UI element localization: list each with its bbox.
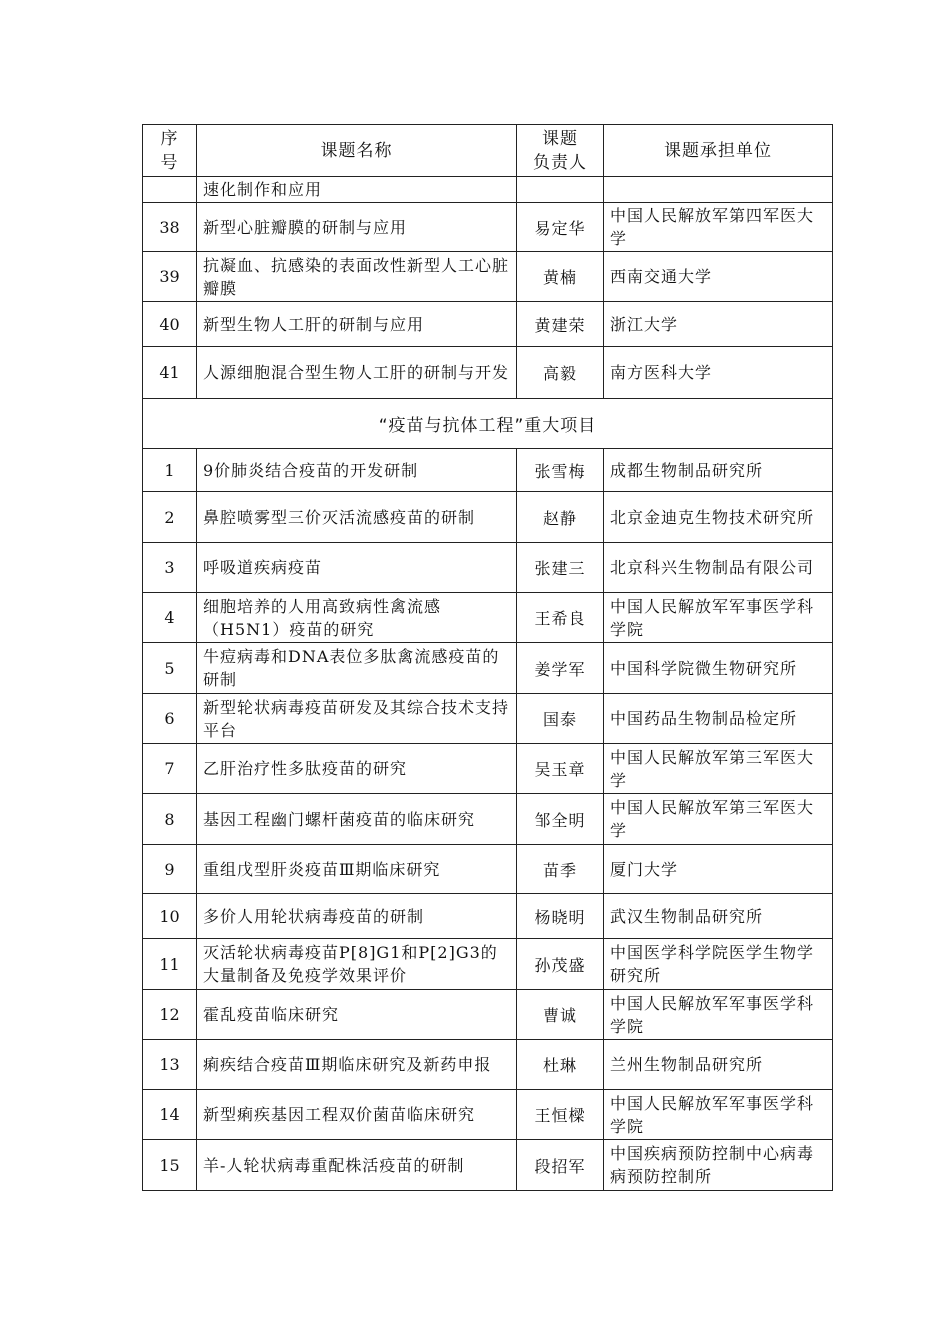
cell-num: 4 (143, 593, 197, 643)
table-row (143, 845, 833, 894)
cell-leader: 苗季 (517, 845, 604, 894)
cell-num: 8 (143, 794, 197, 845)
cell-unit: 中国人民解放军军事医学科学院 (604, 593, 833, 643)
table-row (143, 894, 833, 939)
table-row (143, 794, 833, 845)
cell-name: 新型痢疾基因工程双价菌苗临床研究 (197, 1090, 517, 1140)
cell-num: 7 (143, 744, 197, 794)
cell-unit: 中国人民解放军第三军医大学 (604, 744, 833, 794)
cell-name: 人源细胞混合型生物人工肝的研制与开发 (197, 347, 517, 399)
header-unit: 课题承担单位 (604, 125, 833, 177)
cell-num: 2 (143, 492, 197, 543)
cell-leader: 段招军 (517, 1140, 604, 1191)
table-row (143, 1090, 833, 1140)
cell-leader: 孙茂盛 (517, 939, 604, 990)
table-row (143, 203, 833, 252)
cell-name: 9价肺炎结合疫苗的开发研制 (197, 449, 517, 492)
cell-leader: 曹诚 (517, 990, 604, 1040)
cell-leader: 易定华 (517, 203, 604, 252)
cell-unit: 南方医科大学 (604, 347, 833, 399)
section-row (143, 399, 833, 449)
table-row (143, 492, 833, 543)
cell-name: 呼吸道疾病疫苗 (197, 543, 517, 593)
cell-num: 15 (143, 1140, 197, 1191)
table-row (143, 593, 833, 643)
cell-leader (517, 177, 604, 203)
cell-name: 牛痘病毒和DNA表位多肽禽流感疫苗的研制 (197, 643, 517, 694)
table-row (143, 177, 833, 203)
table-row (143, 347, 833, 399)
cell-name: 霍乱疫苗临床研究 (197, 990, 517, 1040)
cell-name: 细胞培养的人用高致病性禽流感（H5N1）疫苗的研究 (197, 593, 517, 643)
table-row (143, 643, 833, 694)
cell-unit: 成都生物制品研究所 (604, 449, 833, 492)
header-seq: 序 号 (143, 125, 197, 177)
cell-name: 新型生物人工肝的研制与应用 (197, 302, 517, 347)
project-table (142, 124, 833, 1191)
cell-name: 灭活轮状病毒疫苗P[8]G1和P[2]G3的大量制备及免疫学效果评价 (197, 939, 517, 990)
cell-leader: 黄建荣 (517, 302, 604, 347)
cell-leader: 王恒樑 (517, 1090, 604, 1140)
cell-unit: 武汉生物制品研究所 (604, 894, 833, 939)
cell-unit: 中国疾病预防控制中心病毒病预防控制所 (604, 1140, 833, 1191)
cell-unit: 中国人民解放军第三军医大学 (604, 794, 833, 845)
cell-name: 重组戊型肝炎疫苗Ⅲ期临床研究 (197, 845, 517, 894)
cell-unit: 西南交通大学 (604, 252, 833, 302)
table-row (143, 990, 833, 1040)
cell-num: 10 (143, 894, 197, 939)
cell-name: 抗凝血、抗感染的表面改性新型人工心脏瓣膜 (197, 252, 517, 302)
cell-unit: 中国人民解放军军事医学科学院 (604, 1090, 833, 1140)
cell-leader: 张建三 (517, 543, 604, 593)
cell-leader: 高毅 (517, 347, 604, 399)
cell-num: 12 (143, 990, 197, 1040)
cell-num: 39 (143, 252, 197, 302)
cell-name: 痢疾结合疫苗Ⅲ期临床研究及新药申报 (197, 1040, 517, 1090)
cell-num: 6 (143, 694, 197, 744)
cell-num: 9 (143, 845, 197, 894)
cell-unit: 中国人民解放军军事医学科学院 (604, 990, 833, 1040)
cell-num: 41 (143, 347, 197, 399)
cell-leader: 王希良 (517, 593, 604, 643)
cell-name: 新型轮状病毒疫苗研发及其综合技术支持平台 (197, 694, 517, 744)
table-row (143, 939, 833, 990)
cell-unit: 中国科学院微生物研究所 (604, 643, 833, 694)
cell-name: 鼻腔喷雾型三价灭活流感疫苗的研制 (197, 492, 517, 543)
cell-unit: 北京科兴生物制品有限公司 (604, 543, 833, 593)
cell-name: 羊-人轮状病毒重配株活疫苗的研制 (197, 1140, 517, 1191)
cell-name: 乙肝治疗性多肽疫苗的研究 (197, 744, 517, 794)
cell-num: 1 (143, 449, 197, 492)
header-name: 课题名称 (197, 125, 517, 177)
cell-leader: 吴玉章 (517, 744, 604, 794)
cell-unit: 浙江大学 (604, 302, 833, 347)
cell-num: 5 (143, 643, 197, 694)
cell-num (143, 177, 197, 203)
cell-name: 多价人用轮状病毒疫苗的研制 (197, 894, 517, 939)
cell-unit: 中国医学科学院医学生物学研究所 (604, 939, 833, 990)
cell-num: 38 (143, 203, 197, 252)
table-row (143, 252, 833, 302)
cell-num: 3 (143, 543, 197, 593)
cell-unit: 北京金迪克生物技术研究所 (604, 492, 833, 543)
cell-leader: 邹全明 (517, 794, 604, 845)
cell-leader: 赵静 (517, 492, 604, 543)
cell-leader: 姜学军 (517, 643, 604, 694)
table-row (143, 543, 833, 593)
section-title: “疫苗与抗体工程”重大项目 (143, 399, 833, 449)
cell-name: 速化制作和应用 (197, 177, 517, 203)
cell-unit: 厦门大学 (604, 845, 833, 894)
cell-leader: 国泰 (517, 694, 604, 744)
cell-unit: 中国人民解放军第四军医大学 (604, 203, 833, 252)
table-row (143, 1040, 833, 1090)
table-row (143, 744, 833, 794)
cell-name: 基因工程幽门螺杆菌疫苗的临床研究 (197, 794, 517, 845)
cell-leader: 张雪梅 (517, 449, 604, 492)
table-row (143, 694, 833, 744)
cell-leader: 杜琳 (517, 1040, 604, 1090)
cell-unit (604, 177, 833, 203)
header-leader: 课题 负责人 (517, 125, 604, 177)
cell-unit: 兰州生物制品研究所 (604, 1040, 833, 1090)
table-row (143, 302, 833, 347)
table-row (143, 449, 833, 492)
cell-name: 新型心脏瓣膜的研制与应用 (197, 203, 517, 252)
cell-leader: 杨晓明 (517, 894, 604, 939)
cell-num: 11 (143, 939, 197, 990)
table-row (143, 1140, 833, 1191)
cell-leader: 黄楠 (517, 252, 604, 302)
cell-num: 14 (143, 1090, 197, 1140)
cell-num: 13 (143, 1040, 197, 1090)
header-row (143, 125, 833, 177)
cell-unit: 中国药品生物制品检定所 (604, 694, 833, 744)
cell-num: 40 (143, 302, 197, 347)
